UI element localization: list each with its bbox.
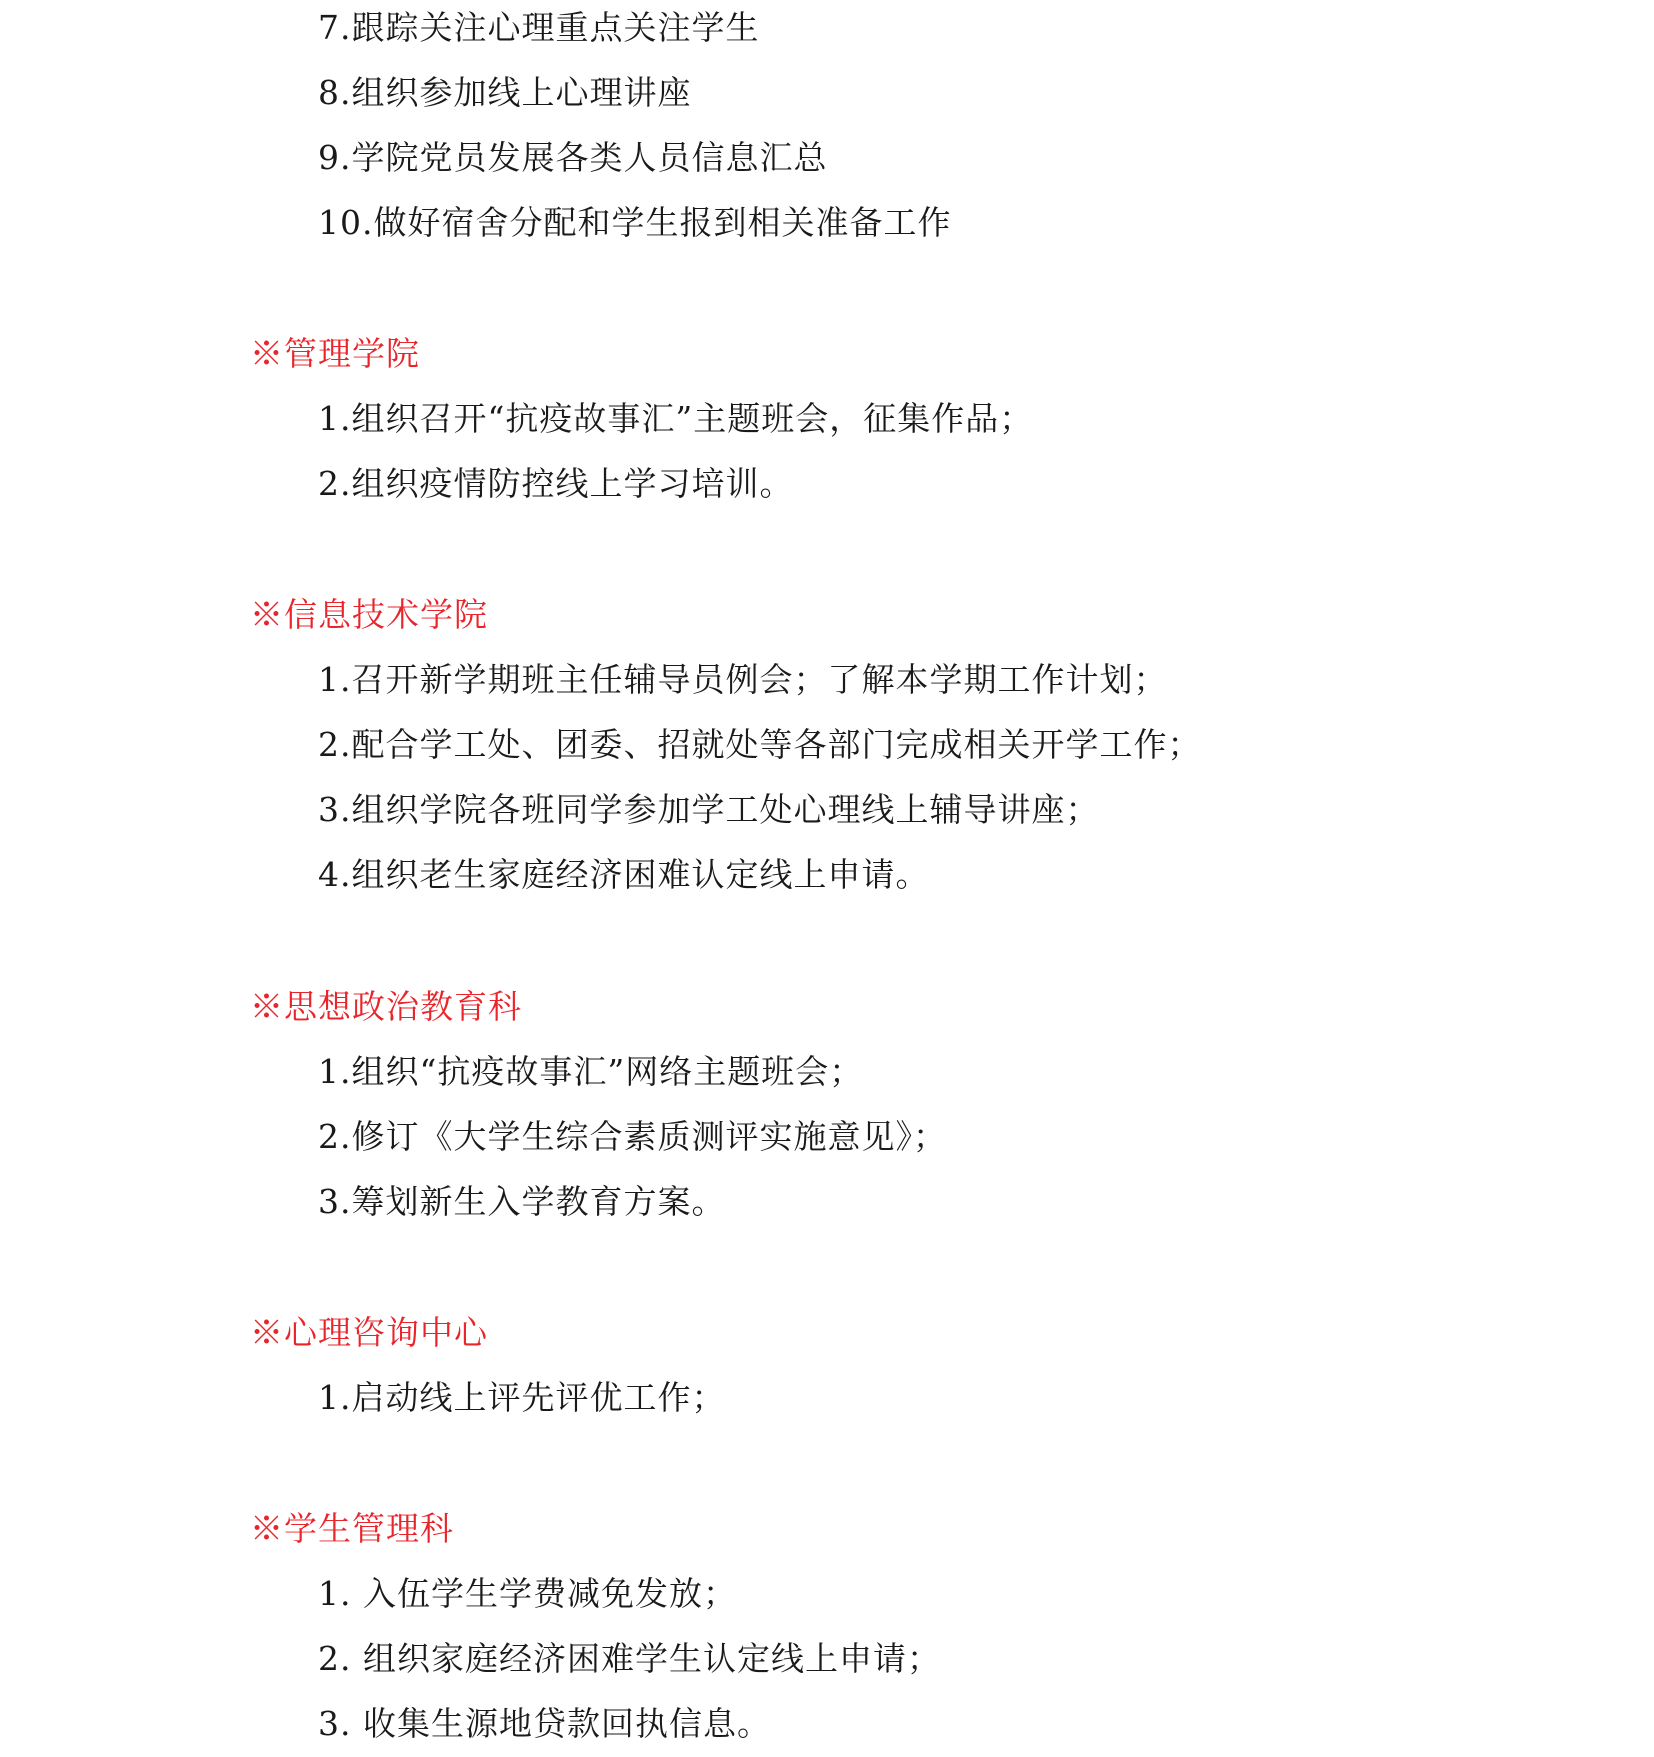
list-item: 1.启动线上评先评优工作；	[318, 1378, 726, 1417]
list-item: 1. 入伍学生学费减免发放；	[318, 1574, 737, 1613]
list-item: 2. 组织家庭经济困难学生认定线上申请；	[318, 1639, 941, 1678]
list-item: 3.筹划新生入学教育方案。	[318, 1182, 726, 1221]
list-item: 1.组织“抗疫故事汇”网络主题班会；	[318, 1052, 864, 1091]
list-item: 4.组织老生家庭经济困难认定线上申请。	[318, 855, 930, 894]
section-heading-management-college: ※管理学院	[250, 334, 420, 373]
list-item: 2.修订《大学生综合素质测评实施意见》；	[318, 1117, 947, 1156]
list-item: 3.组织学院各班同学参加学工处心理线上辅导讲座；	[318, 790, 1100, 829]
list-item: 9.学院党员发展各类人员信息汇总	[318, 138, 828, 177]
list-item: 1.组织召开“抗疫故事汇”主题班会，征集作品；	[318, 399, 1034, 438]
section-heading-it-college: ※信息技术学院	[250, 595, 488, 634]
section-heading-counseling-center: ※心理咨询中心	[250, 1313, 488, 1352]
list-item: 7.跟踪关注心理重点关注学生	[318, 8, 760, 47]
list-item: 10.做好宿舍分配和学生报到相关准备工作	[318, 203, 952, 242]
list-item: 8.组织参加线上心理讲座	[318, 73, 692, 112]
list-item: 1.召开新学期班主任辅导员例会；了解本学期工作计划；	[318, 660, 1168, 699]
section-heading-student-management: ※学生管理科	[250, 1509, 454, 1548]
list-item: 2.配合学工处、团委、招就处等各部门完成相关开学工作；	[318, 725, 1202, 764]
list-item: 3. 收集生源地贷款回执信息。	[318, 1704, 771, 1743]
section-heading-ideological-education: ※思想政治教育科	[250, 987, 522, 1026]
list-item: 2.组织疫情防控线上学习培训。	[318, 464, 794, 503]
